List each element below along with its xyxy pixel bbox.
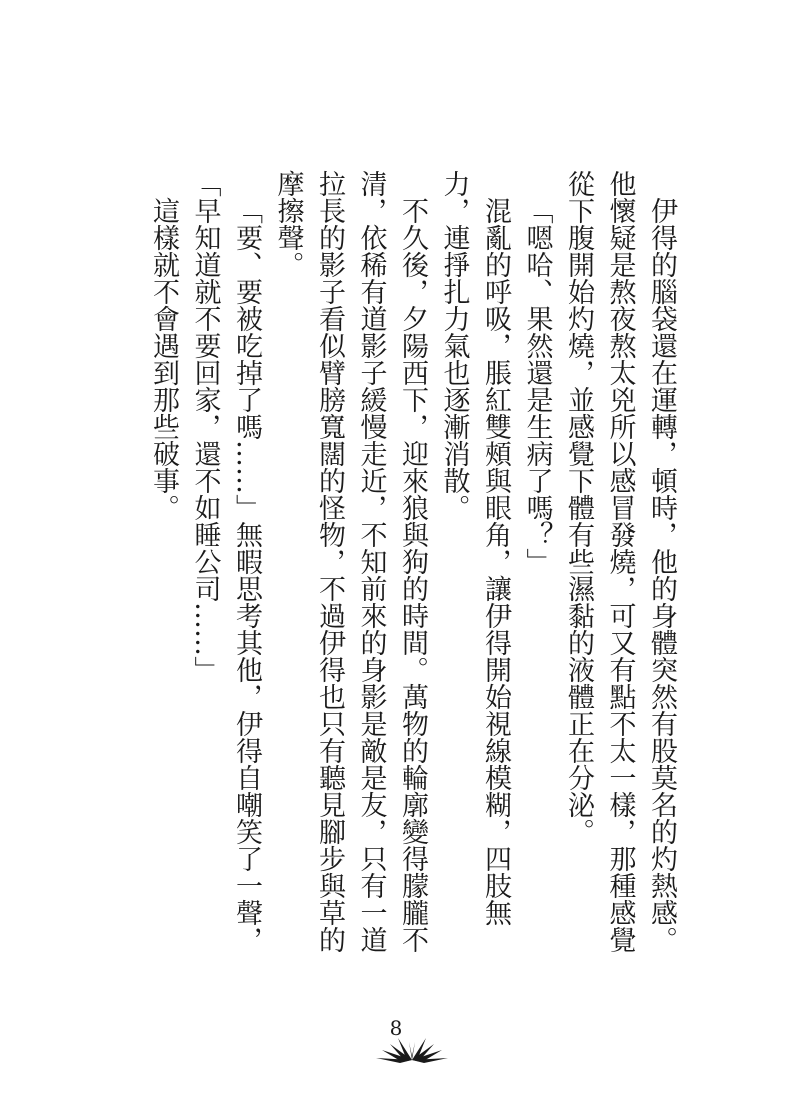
paragraph: 這樣就不會遇到那些破事。 <box>148 197 179 521</box>
body-text <box>143 170 683 970</box>
paragraph: 不久後，夕陽西下，迎來狼與狗的時間。萬物的輪廓變得朦朧不清，依稀有道影子緩慢走近，不知前來的身影是敵是友，只有一道拉長的影子看似臂膀寬闊的怪物，不過伊得也只有聽見腳步與草的摩擦聲。 <box>272 170 428 953</box>
page-number: 8 <box>389 1016 403 1040</box>
bamboo-leaves-ornament-icon <box>376 1030 448 1064</box>
paragraph: 混亂的呼吸，脹紅雙頰與眼角，讓伊得開始視線模糊，四肢無力，連掙扎力氣也逐漸消散。 <box>438 170 511 926</box>
paragraph: 伊得的腦袋還在運轉，頓時，他的身體突然有股莫名的灼熱感。他懷疑是熬夜熬太兇所以感冒發燒，可又有點不太一樣，那種感覺從下腹開始灼燒，並感覺下體有些濕黏的液體正在分泌。 <box>563 170 677 953</box>
paragraph: 「嗯哈、果然還是生病了嗎？」 <box>521 197 553 575</box>
paragraph: 「要、要被吃掉了嗎……」無暇思考其他，伊得自嘲笑了一聲，「早知道就不要回家，還不如睡公司……」 <box>189 170 262 953</box>
